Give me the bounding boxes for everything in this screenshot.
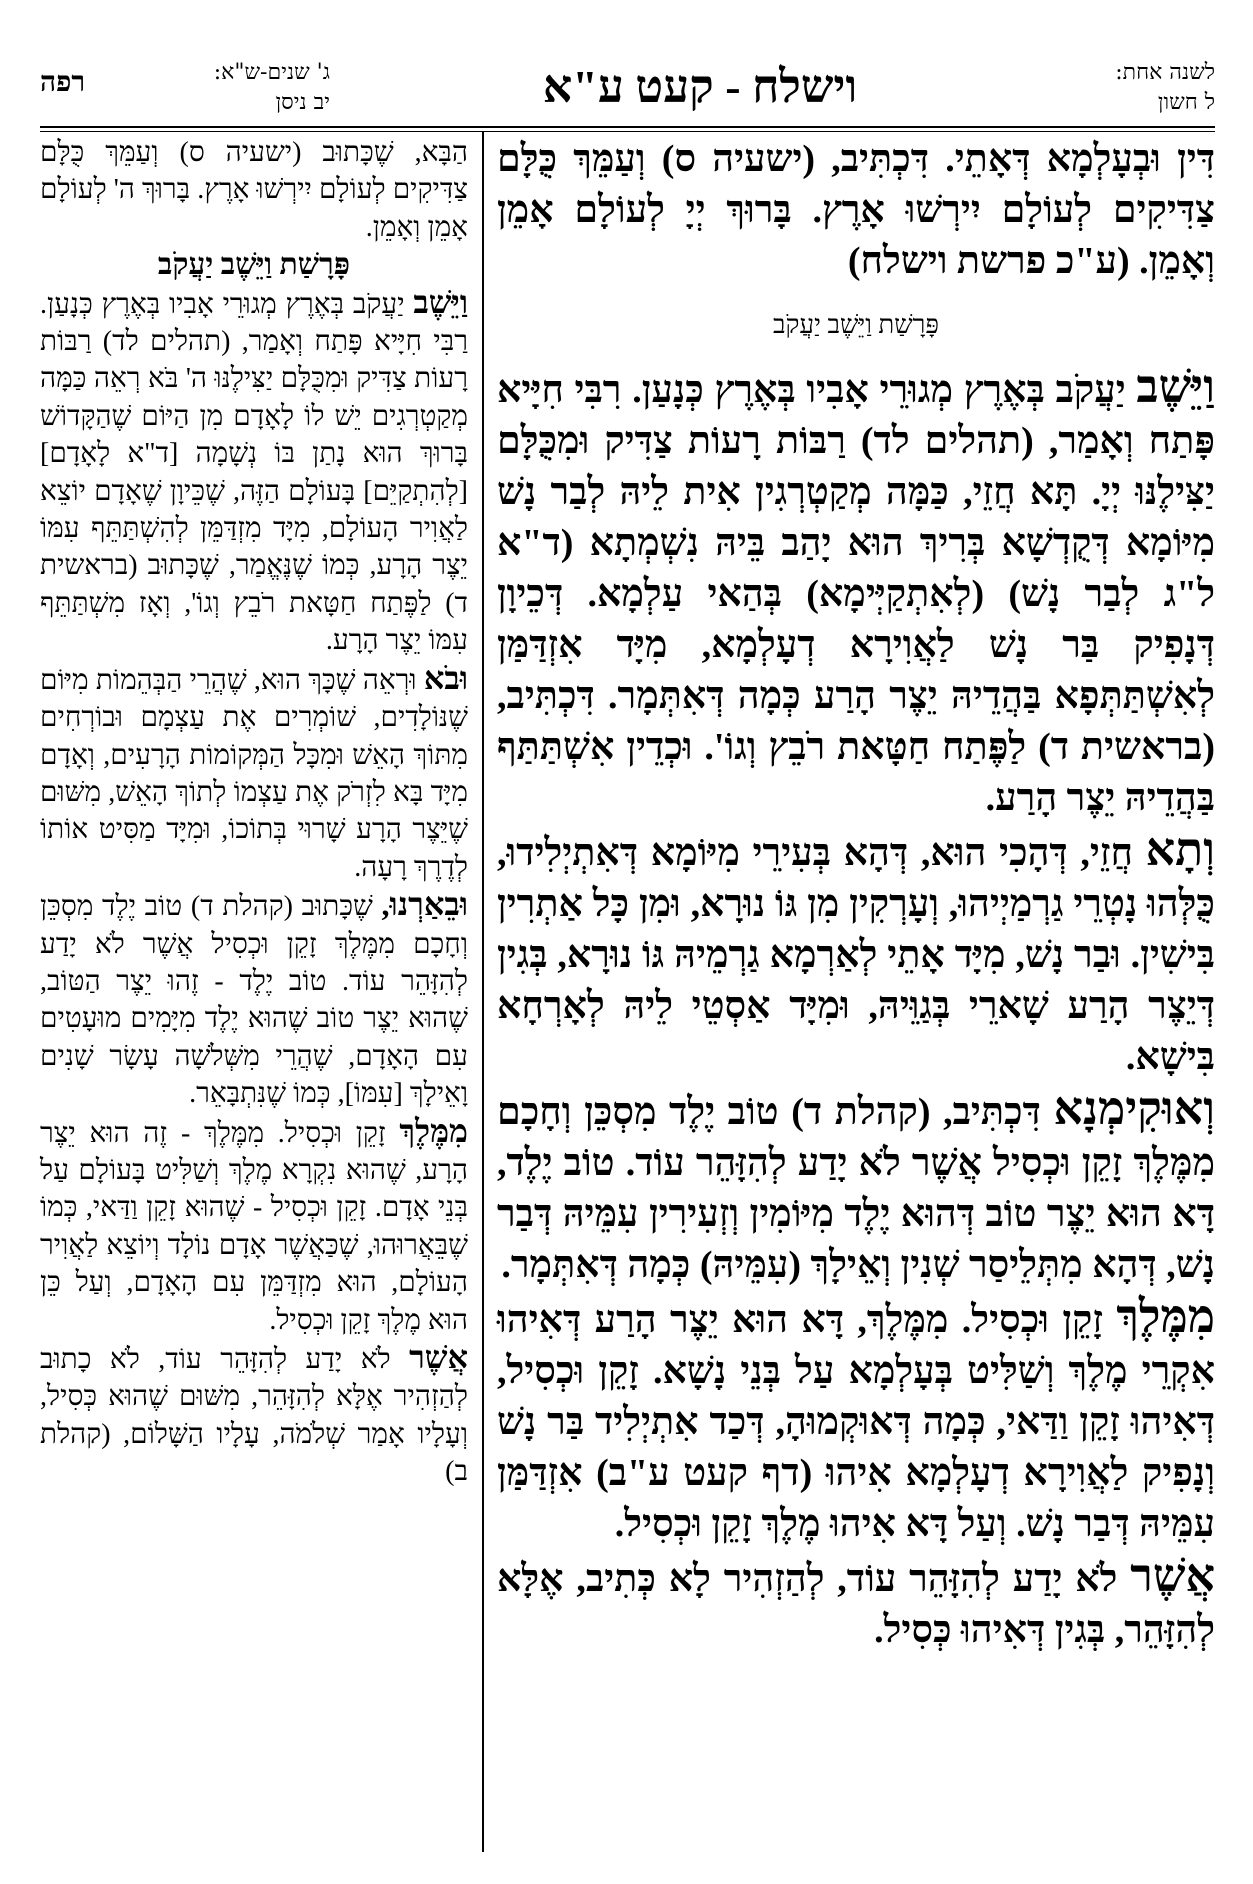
page-header — [40, 52, 1215, 128]
lead-word: וַיֵּשֶׁב — [1136, 361, 1215, 412]
header-rule-thin — [40, 131, 1215, 132]
commentary-paragraph — [40, 284, 468, 660]
header-right-line1: לשנה אחת: — [1115, 60, 1215, 85]
lead-word: וְאוּקִימְנָא — [1053, 1083, 1215, 1134]
commentary-paragraph — [40, 660, 468, 886]
commentary-paragraph — [40, 1113, 468, 1339]
header-right-line2: ל חשון — [1157, 90, 1215, 115]
main-paragraph — [497, 361, 1215, 824]
parasha-heading: פָּרָשַׁת וַיֵּשֶׁב יַעֲקֹב — [772, 310, 940, 339]
lead-word: וְתָא — [1145, 824, 1215, 875]
paragraph-body: זָקֵן וּכְסִיל. מִמֶּלֶךְ - זֶה הוּא יֵצֶר הָרָע, שֶׁהוּא נִקְרָא מֶלֶךְ וְשַׁלִּיט בָּעוֹלָם עַל בְּנֵי אָדָם. זָקֵן וּכְסִיל - שֶׁהוּא זָקֵן וַדַּאי, כְּמוֹ שֶׁבֵּאֲרוּהוּ, שֶׁכַּאֲשֶׁר אָדָם נוֹלָד וְיוֹצֵא לַאֲוִיר הָעוֹלָם, הוּא מִזְדַּמֵּן עִם הָאָדָם, וְעַל כֵּן הוּא מֶלֶךְ זָקֵן וּכְסִיל. — [40, 1117, 468, 1336]
commentary-parasha-heading: פָּרָשַׁת וַיֵּשֶׁב יַעֲקֹב — [157, 248, 351, 282]
paragraph-body: יַעֲקֹב בְּאֶרֶץ מְגוּרֵי אָבִיו בְּאֶרֶץ כְּנָעַן. רַבִּי חִיָּיא פָּתַח וְאָמַר, (תהלים לד) רַבּוֹת רָעוֹת צַדִּיק וּמִכֻּלָּם יַצִּילֶנּוּ ה' בֹּא רְאֵה כַּמָּה מְקַטְרְגִים יֵשׁ לוֹ לָאָדָם מִן הַיּוֹם שֶׁהַקָּדוֹשׁ בָּרוּךְ הוּא נָתַן בּוֹ נְשָׁמָה [ד"א לָאָדָם] [לְהִתְקַיֵּם] בָּעוֹלָם הַזֶּה, שֶׁכֵּיוָן שֶׁאָדָם יוֹצֵא לַאֲוִיר הָעוֹלָם, מִיָּד מִזְדַּמֵּן לְהִשְׁתַּתֵּף עִמּוֹ יֵצֶר הָרָע, כְּמוֹ שֶׁנֶּאֱמַר, שֶׁכָּתוּב (בראשית ד) לַפֶּתַח חַטָּאת רֹבֵץ וְגוֹ', וְאָז מִשְׁתַּתֵּף עִמּוֹ יֵצֶר הָרָע. — [40, 288, 468, 657]
main-text-column — [497, 134, 1215, 1656]
page-number-label: רפה — [40, 67, 86, 98]
paragraph-body: שֶׁכָּתוּב (קהלת ד) טוֹב יֶלֶד מִסְכֵּן וְחָכָם מִמֶּלֶךְ זָקֵן וּכְסִיל אֲשֶׁר לֹא יָדַע לְהִזָּהֵר עוֹד. טוֹב יֶלֶד - זֶהוּ יֵצֶר הַטּוֹב, שֶׁהוּא יֵצֶר טוֹב שֶׁהוּא יֶלֶד מִיָּמִים מוּעָטִים עִם הָאָדָם, שֶׁהֲרֵי מִשְּׁלֹשָׁה עָשָׂר שָׁנִים וָאֵילָךְ [עִמּוֹ], כְּמוֹ שֶׁנִּתְבָּאֵר. — [40, 891, 468, 1110]
paragraph-body: יַעֲקֹב בְּאֶרֶץ מְגוּרֵי אָבִיו בְּאֶרֶץ כְּנָעַן. רִבִּי חִיָּיא פָּתַח וְאָמַר, (תהלים לד) רַבּוֹת רָעוֹת צַדִּיק וּמִכֻּלָּם יַצִּילֶנּוּ יְיָ. תָּא חֲזֵי, כַּמָּה מְקַטְרְגִין אִית לֵיהּ לְבַר נָשׁ מִיּוֹמָא דְּקֻדְשָׁא בְּרִיךְ הוּא יָהַב בֵּיהּ נִשְׁמְתָא (ד"א ל"ג לְבַר נָשׁ) (לְאִתְקַיְּימָא) בְּהַאי עַלְמָא. דְּכֵיוָן דְּנָפִיק בַּר נָשׁ לַאֲוִירָא דְעָלְמָא, מִיָּד אִזְדַּמַּן לְאִשְׁתַּתְּפָא בַּהֲדֵיהּ יֵצֶר הָרַע כְּמָה דְּאִתְּמָר. דִּכְתִּיב, (בראשית ד) לַפֶּתַח חַטָּאת רֹבֵץ וְגוֹ'. וּכְדֵין אִשְׁתַּתַּף בַּהֲדֵיהּ יֵצֶר הָרַע. — [497, 369, 1215, 819]
header-left-line1: ג' שנים-ש"א: — [213, 60, 330, 85]
paragraph-body: לֹא יָדַע לְהִזָּהֵר עוֹד, לְהַזְהִיר לָא כְּתִיב, אֶלָּא לְהִזָּהֵר, בְּגִין דְּאִיהוּ כְּסִיל. — [497, 1558, 1215, 1651]
header-right-info — [1005, 58, 1215, 118]
header-rule — [40, 126, 1215, 128]
commentary-paragraph — [40, 886, 468, 1112]
header-left-line2: יב ניסן — [275, 90, 330, 115]
lead-word: וּבֵאַרְנוּ, — [381, 886, 468, 923]
header-left-info — [110, 58, 330, 118]
commentary-column — [40, 134, 468, 1491]
lead-word: אֲשֶׁר — [1130, 1550, 1215, 1601]
paragraph-body: זָקֵן וּכְסִיל. מִמֶּלֶךְ, דָּא הוּא יֵצֶר הָרַע דְּאִיהוּ אִקְרֵי מֶלֶךְ וְשַׁלִּיט בְּעָלְמָא עַל בְּנֵי נָשָׁא. זָקֵן וּכְסִיל, דְּאִיהוּ זָקֵן וַדַּאי, כְּמָה דְּאוּקְמוּהָ, דְּכַד אִתְיְלִיד בַּר נָשׁ וְנָפִיק לַאֲוִירָא דְעָלְמָא אִיהוּ (דף קעט ע"ב) אִזְדַּמַּן עִמֵּיהּ דְּבַר נָשׁ. וְעַל דָּא אִיהוּ מֶלֶךְ זָקֵן וּכְסִיל. — [497, 1299, 1215, 1545]
main-paragraph — [497, 1291, 1215, 1550]
lead-word: אֲשֶׁר — [409, 1339, 468, 1375]
paragraph-body: לֹא יָדַע לְהִזָּהֵר עוֹד, לֹא כָתוּב לְהַזְהִיר אֶלָּא לְהִזָּהֵר, מִשּׁוּם שֶׁהוּא כְּסִיל, וְעָלָיו אָמַר שְׁלֹמֹה, עָלָיו הַשָּׁלוֹם, (קהלת ב) — [40, 1344, 468, 1488]
lead-word: וּבֹא — [423, 659, 468, 696]
page-title: וישלח - קעט ע"א — [542, 61, 858, 112]
commentary-paragraph: הַבָּא, שֶׁכָּתוּב (ישעיה ס) וְעַמֵּךְ כֻּלָּם צַדִּיקִים לְעוֹלָם יִירְשׁוּ אָרֶץ. בָּרוּךְ ה' לְעוֹלָם אָמֵן וְאָמֵן. — [40, 137, 468, 243]
paragraph-body: חֲזֵי, דְּהָכִי הוּא, דְּהָא בְּעִירֵי מִיּוֹמָא דְּאִתְיְלִידוּ, כֻּלְּהוּ נָטְרֵי גַרְמַיְיהוּ, וְעָרְקִין מִן גּוֹ נוּרָא, וּמִן כָּל אַתְרִין בִּישִׁין. וּבַר נָשׁ, מִיָּד אָתֵי לְאַרְמָא גַרְמֵיהּ גּוֹ נוּרָא, בְּגִין דְּיֵצֶר הָרַע שָׁארֵי בְּגַוֵּיהּ, וּמִיָּד אַסְטֵי לֵיהּ לְאָרְחָא בִּישָׁא. — [497, 832, 1215, 1078]
lead-word: מִמֶּלֶךְ — [1116, 1291, 1215, 1342]
main-paragraph — [497, 1083, 1215, 1291]
column-divider — [482, 132, 484, 1852]
lead-word: מִמֶּלֶךְ — [399, 1112, 468, 1149]
main-paragraph: דִּין וּבְעָלְמָא דְּאָתֵי. דִּכְתִּיב, (ישעיה ס) וְעַמֵּךְ כֻּלָּם צַדִּיקִים לְעוֹלָם יִירְשׁוּ אָרֶץ. בָּרוּךְ יְיָ לְעוֹלָם אָמֵן וְאָמֵן. (ע"כ פרשת וישלח) — [497, 138, 1215, 282]
paragraph-body: דִּכְתִּיב, (קהלת ד) טוֹב יֶלֶד מִסְכֵּן וְחָכָם מִמֶּלֶךְ זָקֵן וּכְסִיל אֲשֶׁר לֹא יָדַע לְהִזָּהֵר עוֹד. טוֹב יֶלֶד, דָּא הוּא יֵצֶר טוֹב דְּהוּא יֶלֶד מִיּוֹמִין וְזְעִירִין עִמֵּיהּ דְּבַר נָשׁ, דְּהָא מִתְּלֵיסַר שְׁנִין וְאֵילָךְ (עִמֵּיהּ) כְּמָה דְּאִתְּמָר. — [497, 1091, 1215, 1286]
commentary-paragraph — [40, 1339, 468, 1491]
main-paragraph — [497, 824, 1215, 1083]
lead-word: וַיֵּשֶׁב — [413, 283, 468, 320]
main-paragraph — [497, 1550, 1215, 1656]
paragraph-body: וּרְאֵה שֶׁכָּךְ הוּא, שֶׁהֲרֵי הַבְּהֵמוֹת מִיּוֹם שֶׁנּוֹלָדִים, שׁוֹמְרִים אֶת עַצְמָם וּבוֹרְחִים מִתּוֹךְ הָאֵשׁ וּמִכָּל הַמְּקוֹמוֹת הָרָעִים, וְאָדָם מִיָּד בָּא לִזְרֹק אֶת עַצְמוֹ לְתוֹךְ הָאֵשׁ, מִשּׁוּם שֶׁיֵּצֶר הָרָע שָׁרוּי בְּתוֹכוֹ, וּמִיָּד מַסִּיט אוֹתוֹ לְדֶרֶךְ רָעָה. — [40, 664, 468, 883]
